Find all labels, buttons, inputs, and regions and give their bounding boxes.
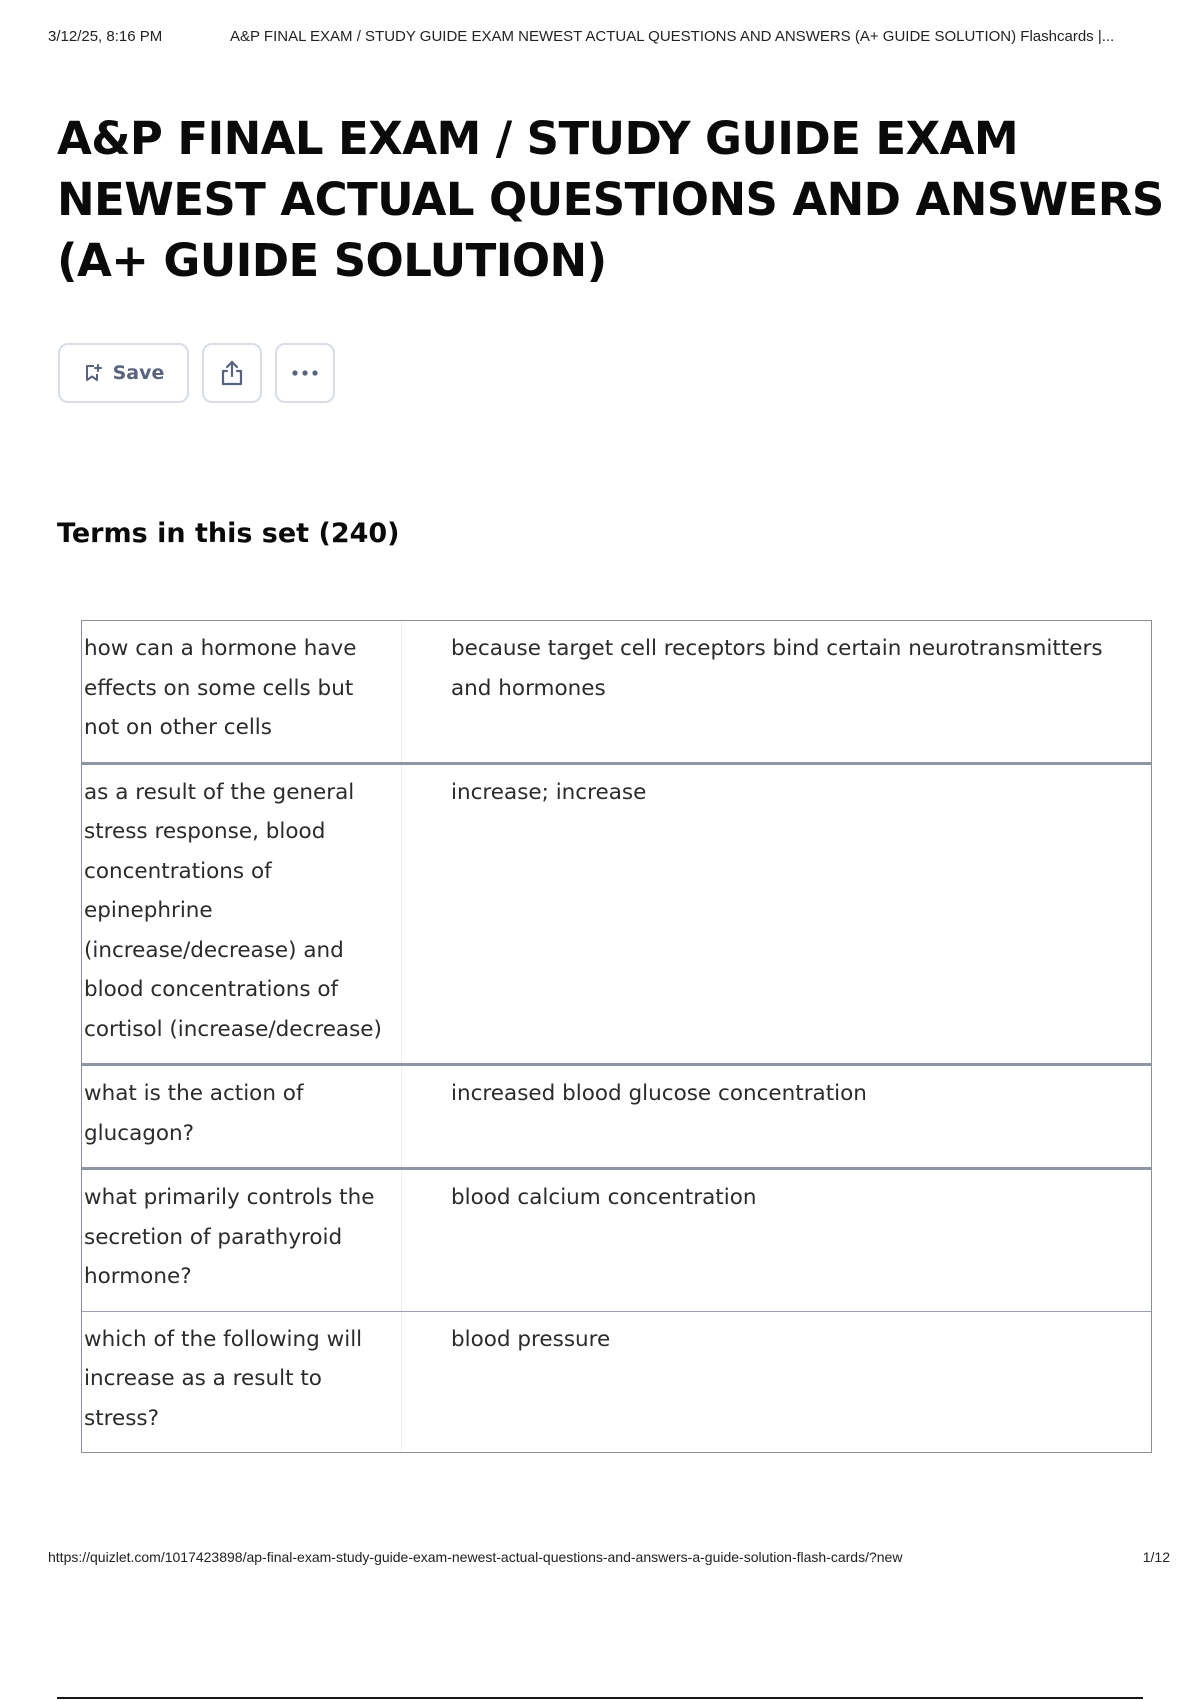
term-card bbox=[82, 621, 1151, 765]
print-url: https://quizlet.com/1017423898/ap-final-exam-study-guide-exam-newest-actual-questions-and-answers-a-guide-solution-flash-cards/?new bbox=[48, 1549, 903, 1565]
terms-list bbox=[81, 620, 1152, 1453]
term-text: what is the action of glucagon? bbox=[82, 1066, 402, 1167]
term-card bbox=[82, 1170, 1151, 1312]
print-document-title: A&P FINAL EXAM / STUDY GUIDE EXAM NEWEST ACTUAL QUESTIONS AND ANSWERS (A+ GUIDE SOLUTION) Flashcards |... bbox=[230, 28, 1115, 45]
term-text: which of the following will increase as a result to stress? bbox=[82, 1312, 402, 1453]
save-button[interactable] bbox=[58, 343, 189, 403]
share-icon bbox=[218, 359, 246, 387]
print-date: 3/12/25, 8:16 PM bbox=[48, 28, 163, 45]
term-text: what primarily controls the secretion of parathyroid hormone? bbox=[82, 1170, 402, 1311]
term-card bbox=[82, 1066, 1151, 1170]
definition-text: increased blood glucose concentration bbox=[451, 1081, 867, 1106]
page-title: A&P FINAL EXAM / STUDY GUIDE EXAM NEWEST ACTUAL QUESTIONS AND ANSWERS (A+ GUIDE SOLUTION) bbox=[57, 112, 1164, 287]
definition-text: blood calcium concentration bbox=[451, 1185, 757, 1210]
print-footer bbox=[48, 1549, 1170, 1565]
share-button[interactable] bbox=[202, 343, 262, 403]
term-card bbox=[82, 765, 1151, 1067]
print-header bbox=[48, 28, 1170, 45]
definition-text: blood pressure bbox=[451, 1326, 611, 1352]
set-actions-toolbar bbox=[58, 343, 335, 403]
definition-text: increase; increase bbox=[451, 779, 647, 805]
more-horizontal-icon bbox=[291, 369, 319, 377]
term-text: how can a hormone have effects on some cells but not on other cells bbox=[82, 621, 402, 762]
terms-heading: Terms in this set (240) bbox=[57, 518, 400, 549]
term-card bbox=[82, 1312, 1151, 1453]
bookmark-add-icon bbox=[83, 363, 103, 383]
more-options-button[interactable] bbox=[275, 343, 335, 403]
term-text: as a result of the general stress response, blood concentrations of epinephrine (increase/decrease) and blood concentrations of cortisol (increase/decrease) bbox=[82, 765, 402, 1064]
definition-text: because target cell receptors bind certain neurotransmitters and hormones bbox=[451, 636, 1103, 701]
page-divider bbox=[57, 1697, 1143, 1699]
page-number: 1/12 bbox=[1142, 1549, 1170, 1565]
save-button-label: Save bbox=[112, 362, 165, 384]
